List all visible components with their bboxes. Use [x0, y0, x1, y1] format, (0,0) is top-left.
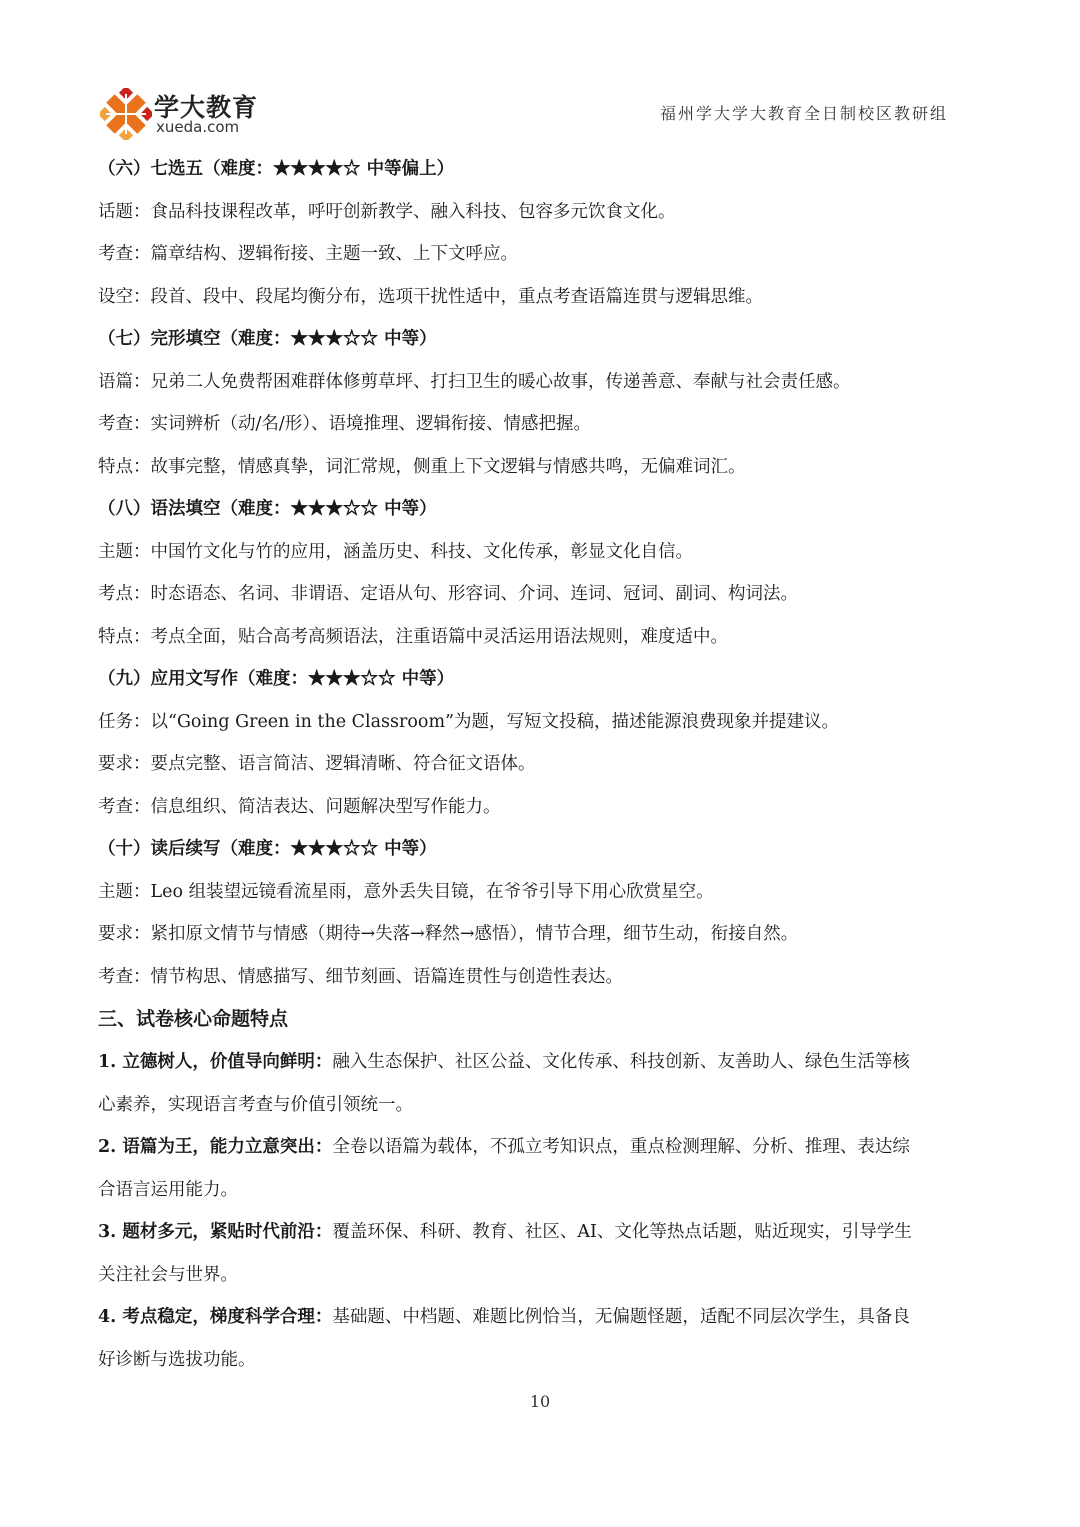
point-text: 融入生态保护、社区公益、文化传承、科技创新、友善助人、绿色生活等核 [332, 1052, 910, 1072]
logo-chinese-text: 学大教育 [154, 93, 259, 122]
page-number: 10 [529, 1392, 551, 1411]
section-6 [98, 148, 988, 318]
section-title: （十）读后续写（难度：★★★☆☆ 中等） [98, 839, 437, 859]
chapter-title: 三、试卷核心命题特点 [98, 1008, 289, 1030]
point-1 [98, 1041, 988, 1126]
section-title: （七）完形填空（难度：★★★☆☆ 中等） [98, 329, 437, 349]
point-text-cont: 心素养，实现语言考查与价值引领统一。 [98, 1094, 413, 1115]
section-line: 任务：以“Going Green in the Classroom”为题，写短文投稿，描述能源浪费现象并提建议。 [98, 711, 839, 732]
section-line: 考点：时态语态、名词、非谓语、定语从句、形容词、介词、连词、冠词、副词、构词法。 [98, 584, 798, 604]
xueda-logo [100, 88, 300, 140]
section-line: 考查：篇章结构、逻辑衔接、主题一致、上下文呼应。 [98, 244, 518, 264]
point-lead: 4. 考点稳定，梯度科学合理： [98, 1307, 333, 1327]
section-line: 特点：故事完整，情感真挚，词汇常规，侧重上下文逻辑与情感共鸣，无偏难词汇。 [98, 456, 746, 477]
header-organization: 福州学大学大教育全日制校区教研组 [659, 104, 948, 123]
section-line: 要求：紧扣原文情节与情感（期待→失落→释然→感悟），情节合理，细节生动，衔接自然。 [98, 924, 799, 944]
section-line: 主题：Leo 组装望远镜看流星雨，意外丢失目镜，在爷爷引导下用心欣赏星空。 [98, 881, 714, 902]
document-body [98, 148, 988, 1381]
point-text-cont: 合语言运用能力。 [98, 1179, 238, 1200]
section-title: （六）七选五（难度：★★★★☆ 中等偏上） [98, 159, 455, 179]
logo-mark-icon [100, 88, 152, 140]
section-7 [98, 318, 988, 488]
section-line: 特点：考点全面，贴合高考高频语法，注重语篇中灵活运用语法规则，难度适中。 [98, 626, 728, 647]
section-9 [98, 658, 988, 828]
section-10 [98, 828, 988, 998]
section-8 [98, 488, 988, 658]
section-line: 考查：情节构思、情感描写、细节刻画、语篇连贯性与创造性表达。 [98, 966, 623, 987]
point-2 [98, 1126, 988, 1211]
section-line: 话题：食品科技课程改革，呼吁创新教学、融入科技、包容多元饮食文化。 [98, 201, 676, 222]
point-text-cont: 好诊断与选拔功能。 [98, 1349, 256, 1370]
point-lead: 1. 立德树人，价值导向鲜明： [98, 1052, 333, 1072]
section-title: （八）语法填空（难度：★★★☆☆ 中等） [98, 499, 437, 519]
point-text: 全卷以语篇为载体，不孤立考知识点，重点检测理解、分析、推理、表达综 [332, 1137, 910, 1157]
section-line: 考查：信息组织、简洁表达、问题解决型写作能力。 [98, 796, 501, 817]
point-text: 基础题、中档题、难题比例恰当，无偏题怪题，适配不同层次学生，具备良 [332, 1307, 910, 1327]
section-line: 考查：实词辨析（动/名/形）、语境推理、逻辑衔接、情感把握。 [98, 414, 592, 434]
section-line: 要求：要点完整、语言简洁、逻辑清晰、符合征文语体。 [98, 754, 536, 774]
section-line: 设空：段首、段中、段尾均衡分布，选项干扰性适中，重点考查语篇连贯与逻辑思维。 [98, 286, 763, 307]
point-text-cont: 关注社会与世界。 [98, 1264, 238, 1285]
section-line: 主题：中国竹文化与竹的应用，涵盖历史、科技、文化传承，彰显文化自信。 [98, 541, 693, 562]
point-lead: 3. 题材多元，紧贴时代前沿： [98, 1222, 333, 1242]
point-lead: 2. 语篇为王，能力立意突出： [98, 1137, 333, 1157]
point-3 [98, 1211, 988, 1296]
point-text: 覆盖环保、科研、教育、社区、AI、文化等热点话题，贴近现实，引导学生 [332, 1222, 912, 1242]
section-title: （九）应用文写作（难度：★★★☆☆ 中等） [98, 669, 455, 689]
section-line: 语篇：兄弟二人免费帮困难群体修剪草坪、打扫卫生的暖心故事，传递善意、奉献与社会责任感。 [98, 371, 851, 392]
logo-domain-text: xueda.com [156, 118, 240, 136]
point-4 [98, 1296, 988, 1381]
